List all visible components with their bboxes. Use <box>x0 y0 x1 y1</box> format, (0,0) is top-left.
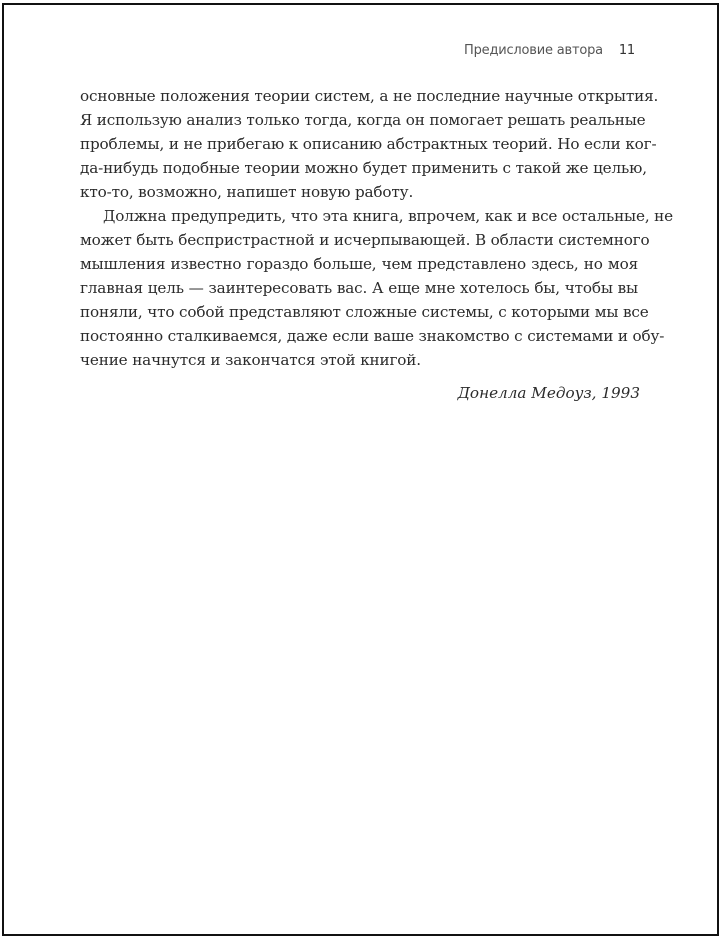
body-text <box>80 84 673 372</box>
text-line: может быть беспристрастной и исчерпывающей. В области системного <box>80 231 650 249</box>
paragraph-1 <box>80 84 659 204</box>
text-line: главная цель — заинтересовать вас. А еще мне хотелось бы, чтобы вы <box>80 279 638 297</box>
text-line: поняли, что собой представляют сложные системы, с которыми мы все <box>80 303 649 321</box>
text-line: проблемы, и не прибегаю к описанию абстрактных теорий. Но если ког- <box>80 135 657 153</box>
text-line: Я использую анализ только тогда, когда он помогает решать реальные <box>80 111 646 129</box>
author-signature: Донелла Медоуз, 1993 <box>457 384 640 402</box>
running-header <box>464 43 635 58</box>
text-line: мышления известно гораздо больше, чем представлено здесь, но моя <box>80 255 638 273</box>
text-line: да-нибудь подобные теории можно будет применить с такой же целью, <box>80 159 647 177</box>
page-number: 11 <box>618 43 635 58</box>
text-line: Должна предупредить, что эта книга, впрочем, как и все остальные, не <box>103 207 673 225</box>
paragraph-2 <box>80 204 673 372</box>
text-line: чение начнутся и закончатся этой книгой. <box>80 351 421 369</box>
text-line: кто-то, возможно, напишет новую работу. <box>80 183 414 201</box>
text-line: основные положения теории систем, а не последние научные открытия. <box>80 87 659 105</box>
text-line: постоянно сталкиваемся, даже если ваше знакомство с системами и обу- <box>80 327 665 345</box>
section-title: Предисловие автора <box>464 43 603 58</box>
